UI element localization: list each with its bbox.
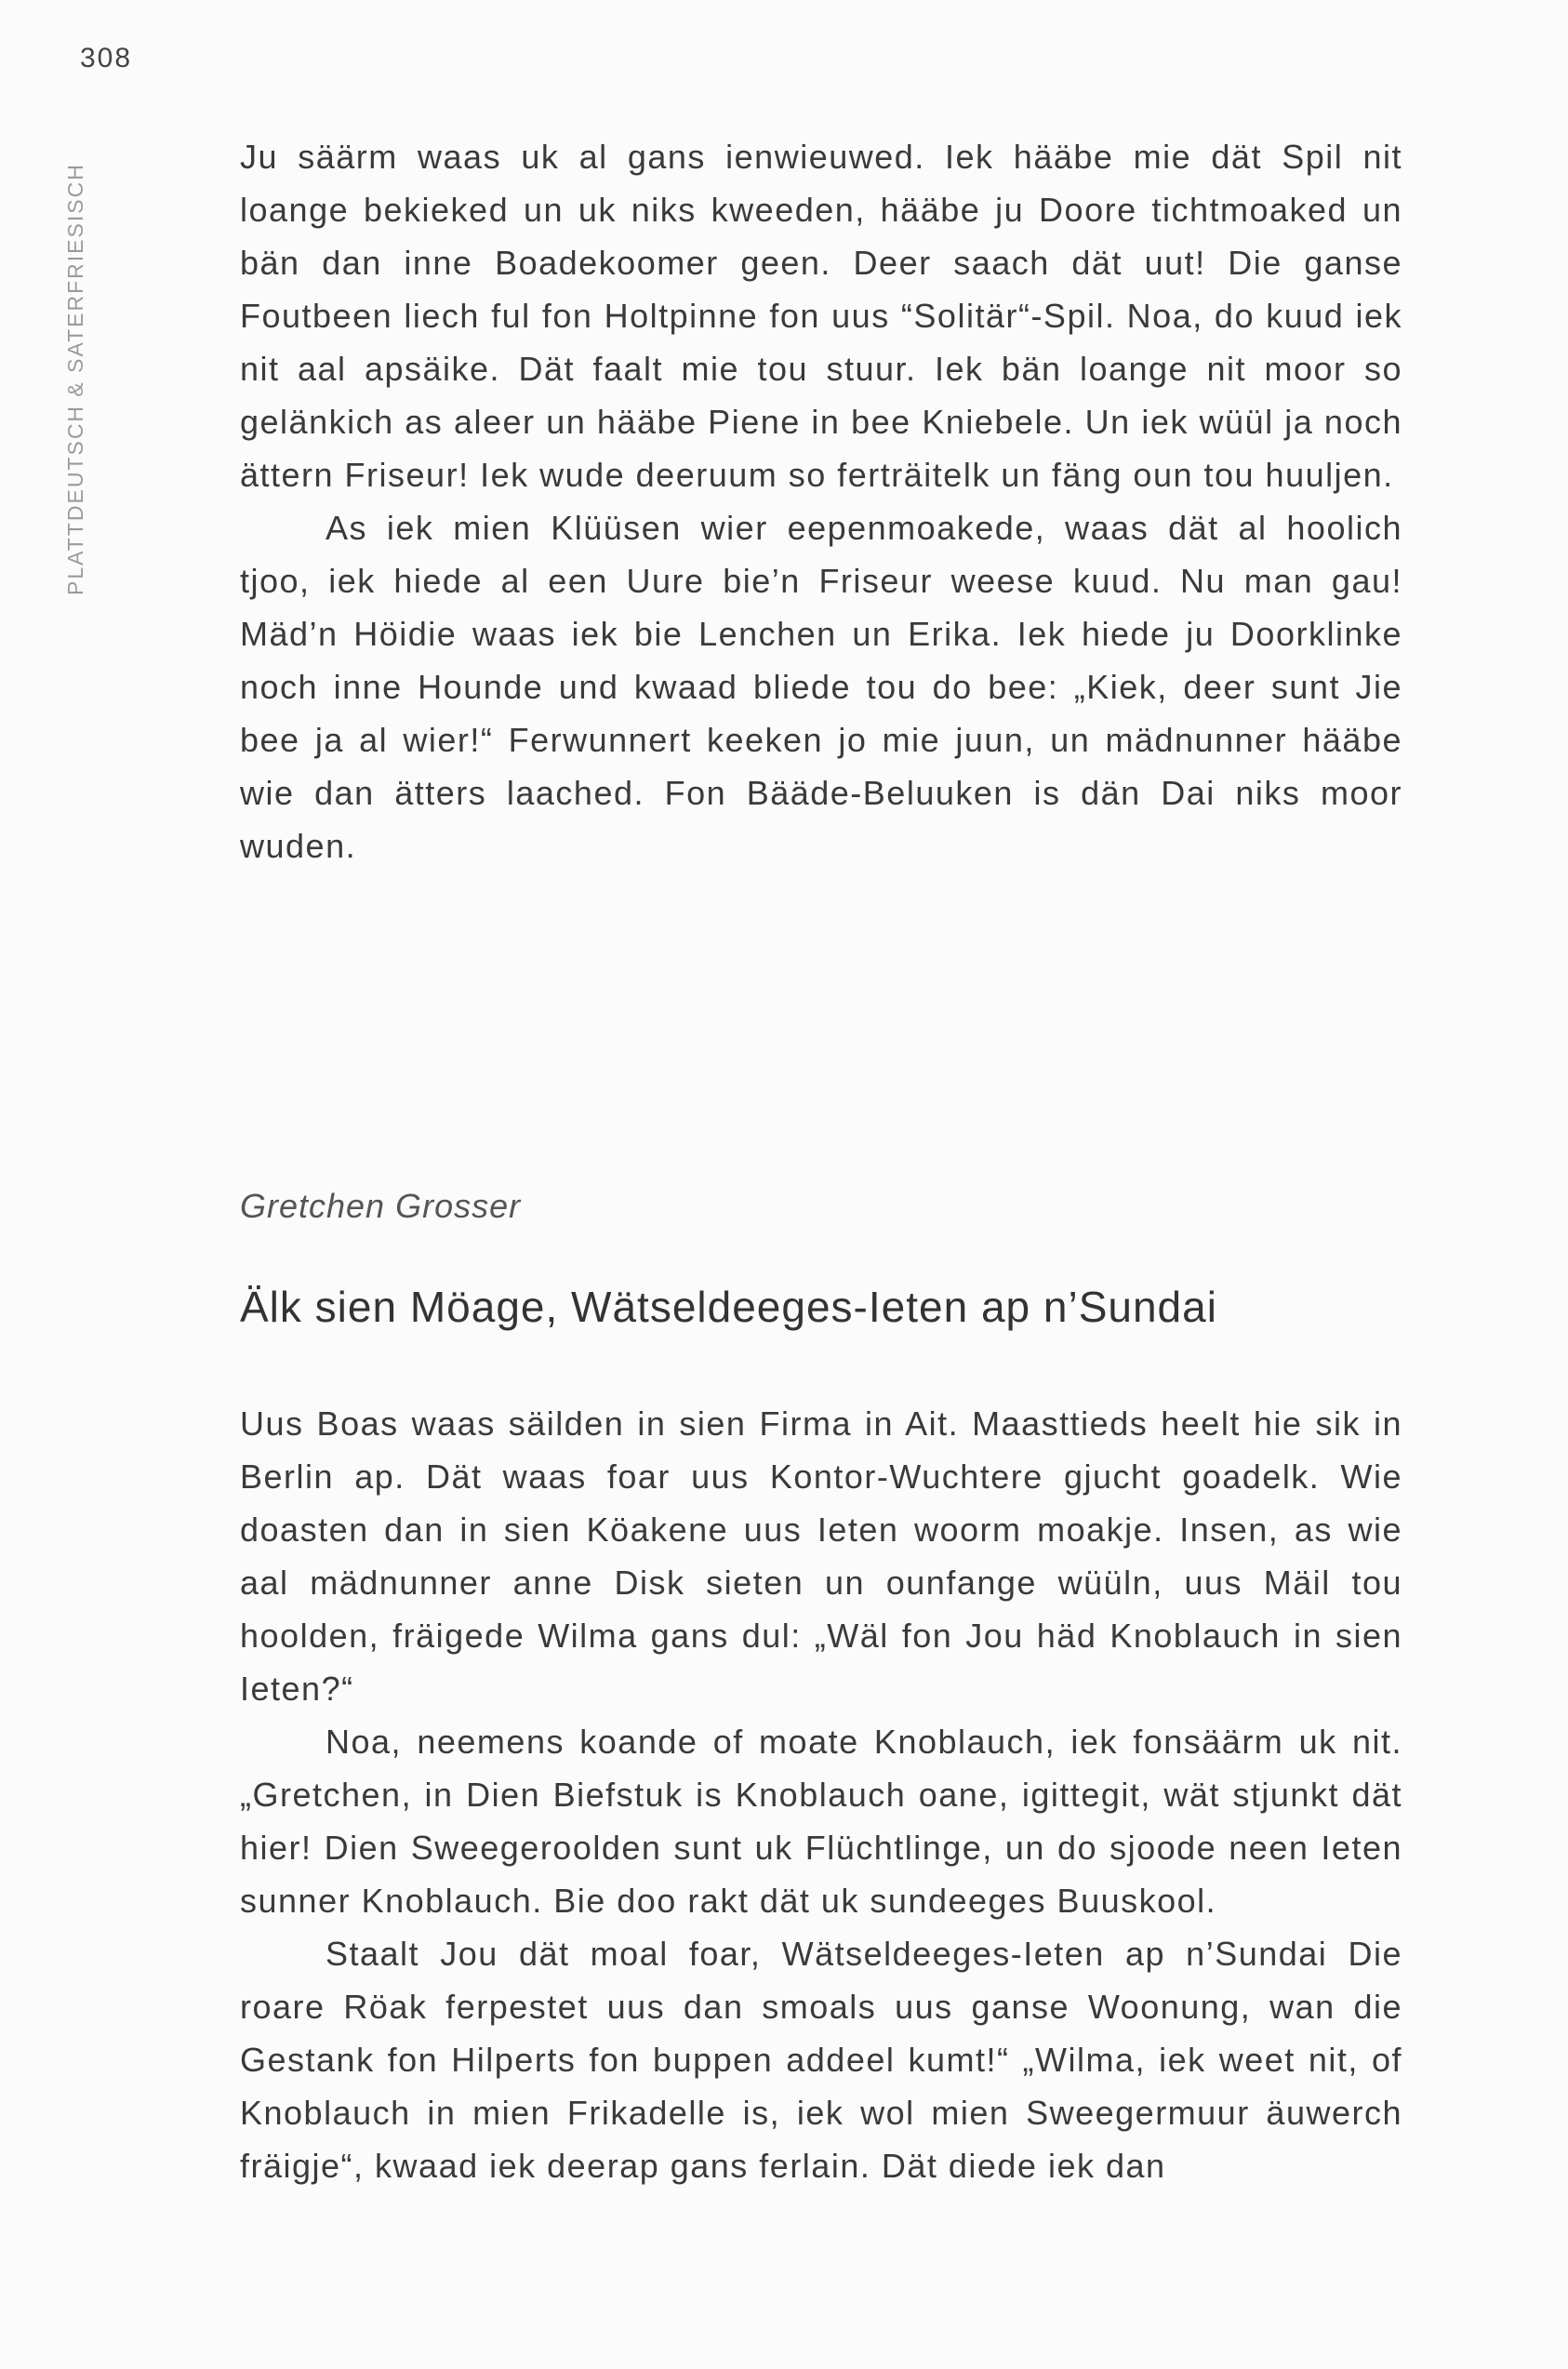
section-side-label: PLATTDEUTSCH & SATERFRIESISCH <box>63 163 87 595</box>
story-title: Älk sien Möage, Wätseldeeges-Ieten ap n’Sundai <box>240 1283 1217 1331</box>
page-number: 308 <box>80 43 133 73</box>
paragraph: Noa, neemens koande of moate Knoblauch, iek fonsäärm uk nit. „Gretchen, in Dien Biefstuk is Knoblauch oane, igittegit, wät stjunkt dät hier! Dien Sweegeroolden sunt uk Flüchtlinge, un do sjoode neen Ieten sunner Knoblauch. Bie doo rakt dät uk sundeeges Buuskool. <box>240 1723 1402 1920</box>
story-text-block <box>240 1397 1402 2192</box>
paragraph: As iek mien Klüüsen wier eepenmoakede, waas dät al hoolich tjoo, iek hiede al een Uure bie’n Friseur weese kuud. Nu man gau! Mäd’n Höidie waas iek bie Lenchen un Erika. Iek hiede ju Doorklinke noch inne Hounde und kwaad bliede tou do bee: „Kiek, deer sunt Jie bee ja al wier!“ Ferwunnert keeken jo mie juun, un mädnunner hääbe wie dan ätters laached. Fon Bääde-Beluuken is dän Dai niks moor wuden. <box>240 509 1402 865</box>
paragraph: Ju säärm waas uk al gans ienwieuwed. Iek hääbe mie dät Spil nit loange bekieked un uk niks kweeden, hääbe ju Doore tichtmoaked un bän dan inne Boadekoomer geen. Deer saach dät uut! Die ganse Foutbeen liech ful fon Holtpinne fon uus “Solitär“-Spil. Noa, do kuud iek nit aal apsäike. Dät faalt mie tou stuur. Iek bän loange nit moor so gelänkich as aleer un hääbe Piene in bee Kniebele. Un iek wüül ja noch ättern Friseur! Iek wude deeruum so ferträitelk un fäng oun tou huuljen. <box>240 138 1402 494</box>
paragraph: Staalt Jou dät moal foar, Wätseldeeges-Ieten ap n’Sundai Die roare Röak ferpestet uus dan smoals uus ganse Woonung, wan die Gestank fon Hilperts fon buppen addeel kumt!“ „Wilma, iek weet nit, of Knoblauch in mien Frikadelle is, iek wol mien Sweegermuur äuwerch fräigje“, kwaad iek deerap gans ferlain. Dät diede iek dan <box>240 1935 1402 2185</box>
author-name: Gretchen Grosser <box>240 1187 522 1225</box>
top-text-block <box>240 130 1402 872</box>
paragraph: Uus Boas waas säilden in sien Firma in Ait. Maasttieds heelt hie sik in Berlin ap. Dät waas foar uus Kontor-Wuchtere gjucht goadelk. Wie doasten dan in sien Köakene uus Ieten woorm moakje. Insen, as wie aal mädnunner anne Disk sieten un ounfange wüüln, uus Mäil tou hoolden, fräigede Wilma gans dul: „Wäl fon Jou häd Knoblauch in sien Ieten?“ <box>240 1404 1402 1708</box>
